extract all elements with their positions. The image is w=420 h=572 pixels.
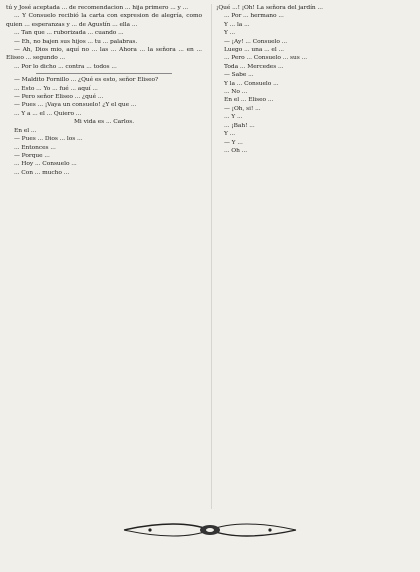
- paragraph: — Sabe ...: [224, 72, 254, 79]
- paragraph: ... Y ...: [224, 114, 243, 121]
- paragraph: Y la ... Consuelo ...: [224, 80, 279, 87]
- paragraph: — ¡Oh, si! ...: [224, 105, 261, 112]
- paragraph: ... Con ... mucho ...: [14, 169, 70, 176]
- paragraph: — Pues ... ¡Vaya un consuelo! ¿Y el que ...: [14, 102, 137, 109]
- paragraph: ... Oh ...: [224, 147, 248, 154]
- paragraph: — Maldito Fornillo ... ¿Qué es esto, señor Eliseo?: [14, 77, 159, 84]
- paragraph: ... Tan que ... ruborizada ... cuando ...: [14, 30, 124, 37]
- paragraph: — Y ...: [224, 139, 243, 146]
- paragraph: — Ah, Dios mio, aquí no ... las ... Ahora ... la señora ... en ... Eliseo ... segundo ...: [6, 47, 202, 62]
- paragraph: ... No ...: [224, 89, 248, 96]
- paragraph: Luego ... una ... el ...: [224, 47, 284, 54]
- paragraph: — Pero señor Eliseo ... ¿qué ...: [14, 94, 104, 101]
- paragraph: Toda ... Mercedes ...: [224, 63, 284, 70]
- paragraph: ... ¡Bah! ...: [224, 122, 255, 129]
- decorative-ornament-icon: [120, 518, 300, 542]
- paragraph: — ¡Ay! ... Consuelo ...: [224, 38, 288, 45]
- paragraph: — Porque ...: [14, 152, 50, 159]
- paragraph: ... Entonces ...: [14, 144, 56, 151]
- column-gutter: [211, 4, 212, 509]
- paragraph: ¡Qué ...! ¡Oh! La señora del jardín ...: [216, 5, 323, 11]
- paragraph: Y ...: [224, 30, 236, 37]
- paragraph: — Eh, no bajen sus hijos ... tu ... palabras.: [14, 38, 138, 45]
- section-divider: [36, 73, 172, 74]
- paragraph: En el ... Eliseo ...: [224, 97, 274, 104]
- paragraph: ... Y Consuelo recibió la carta con expresion de alegría, como quien ... esperanzas y ... de Agustín ... ella ...: [6, 13, 202, 28]
- paragraph: ... Pero ... Consuelo ... sus ...: [224, 55, 308, 62]
- paragraph: Mi vida es ... Carlos.: [73, 119, 135, 126]
- paragraph: — Pues ... Dios ... los ...: [14, 136, 83, 143]
- paragraph: ... Por lo dicho ... contra ... todos ...: [14, 63, 117, 70]
- paragraph: Y ... la ...: [224, 21, 250, 28]
- paragraph: Y ...: [224, 131, 236, 138]
- paragraph: tú y José aceptada ... de recomendacion ... hija primero ... y ...: [6, 5, 189, 11]
- paragraph: ... Por ... hermano ...: [224, 13, 284, 20]
- left-column: [6, 4, 202, 177]
- paragraph: ... Y a ... el ... Quiero ...: [14, 110, 82, 117]
- paragraph: ... Esto ... Yo ... fué ... aquí ...: [14, 85, 98, 92]
- paragraph: ... Hoy ... Consuelo ...: [14, 161, 77, 168]
- paragraph: En el ...: [14, 127, 37, 134]
- right-column: [216, 4, 412, 155]
